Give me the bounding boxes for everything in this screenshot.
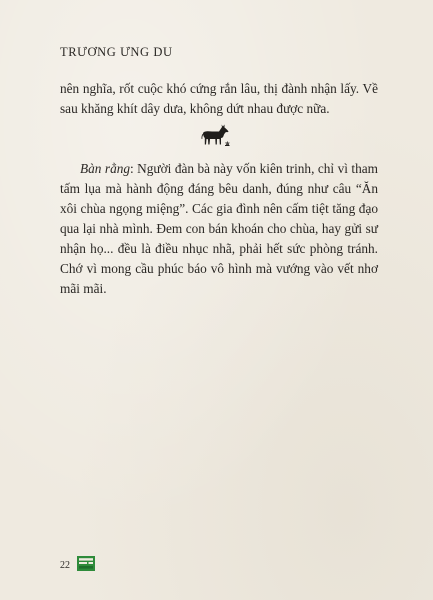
commentary-lead: Bàn rằng xyxy=(80,161,131,176)
commentary-text xyxy=(60,159,378,299)
donkey-ornament-icon xyxy=(199,124,231,148)
paragraph-continuation xyxy=(60,79,378,119)
publisher-logo-icon xyxy=(77,556,95,571)
running-title: TRƯƠNG ƯNG DU xyxy=(60,45,173,59)
commentary-body: : Người đàn bà này vốn kiên trinh, chỉ vì tham tấm lụa mà hành động đáng bêu danh, đúng như câu “Ăn xôi chùa ngọng miệng”. Các gia đình nên cấm tiệt tăng đạo qua lại nhà mình. Đem con bán khoán cho chùa, hay gửi sư nhận họ... đều là điều nhục nhã, phải hết sức phòng tránh. Chớ vì mong cầu phúc báo vô hình mà vướng vào vết nhơ mãi mãi. xyxy=(60,161,378,296)
page-number: 22 xyxy=(60,560,70,571)
paragraph-text: nên nghĩa, rốt cuộc khó cứng rắn lâu, thị đành nhận lấy. Về sau khăng khít dây dưa, không dứt nhau được nữa. xyxy=(60,81,378,116)
commentary-paragraph xyxy=(60,159,378,299)
